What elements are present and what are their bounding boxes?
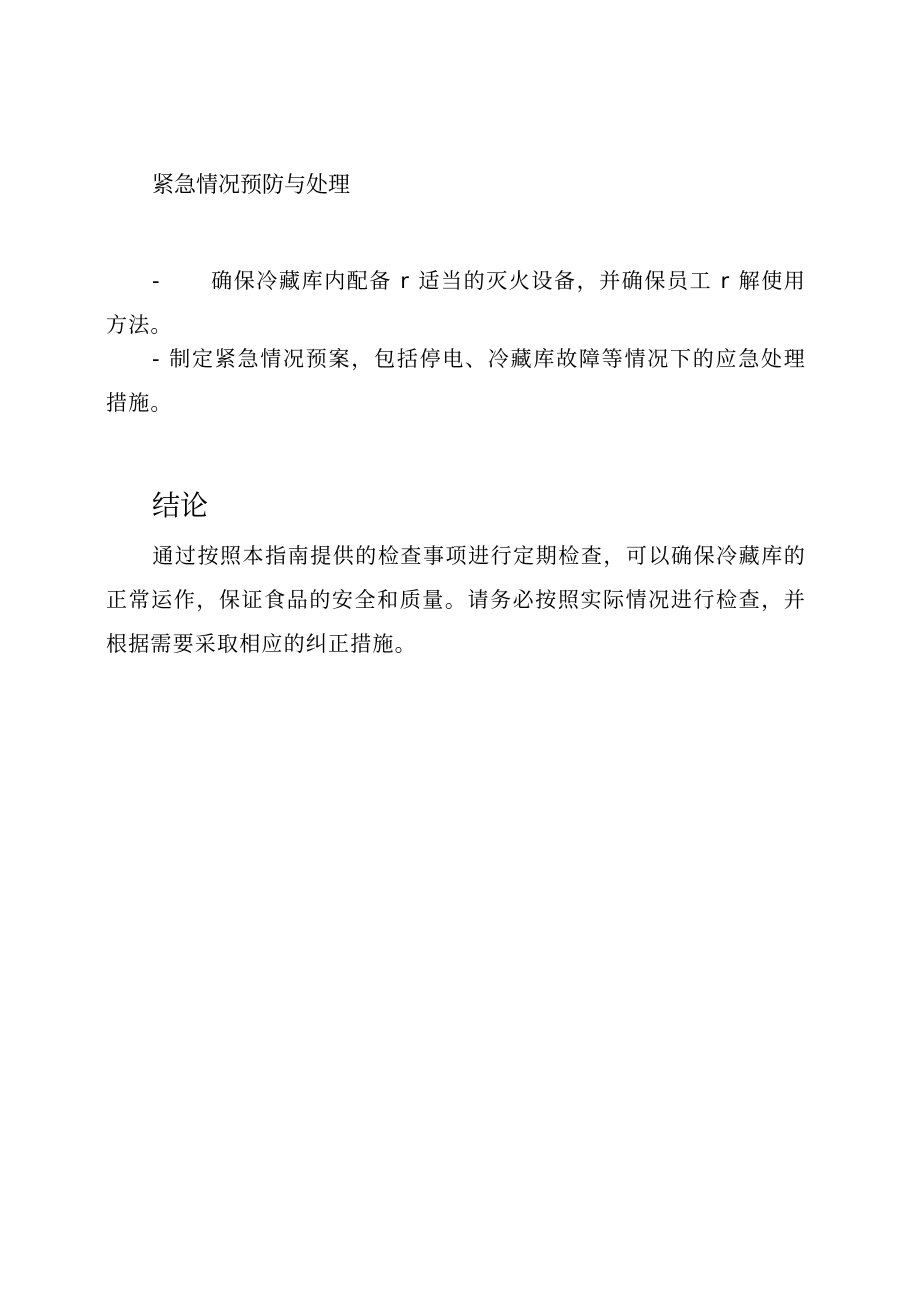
list-dash: - [152,269,161,293]
section-heading-emergency: 紧急情况预防与处理 [152,173,351,198]
list-item-text: 确保冷藏库内配备 r 适当的灭火设备，并确保员工 r 解使用方法。 [106,269,806,337]
list-item-text: 制定紧急情况预案，包括停电、冷藏库故障等情况下的应急处理措施。 [106,347,806,415]
conclusion-text: 通过按照本指南提供的检查事项进行定期检查，可以确保冷藏库的正常运作，保证食品的安全和质量。请务必按照实际情况进行检查，并根据需要采取相应的纠正措施。 [106,544,806,656]
list-item [106,337,806,425]
list-dash: - [152,347,161,371]
conclusion-heading: 结论 [152,489,209,522]
conclusion-paragraph [106,534,806,666]
list-item [106,259,806,347]
